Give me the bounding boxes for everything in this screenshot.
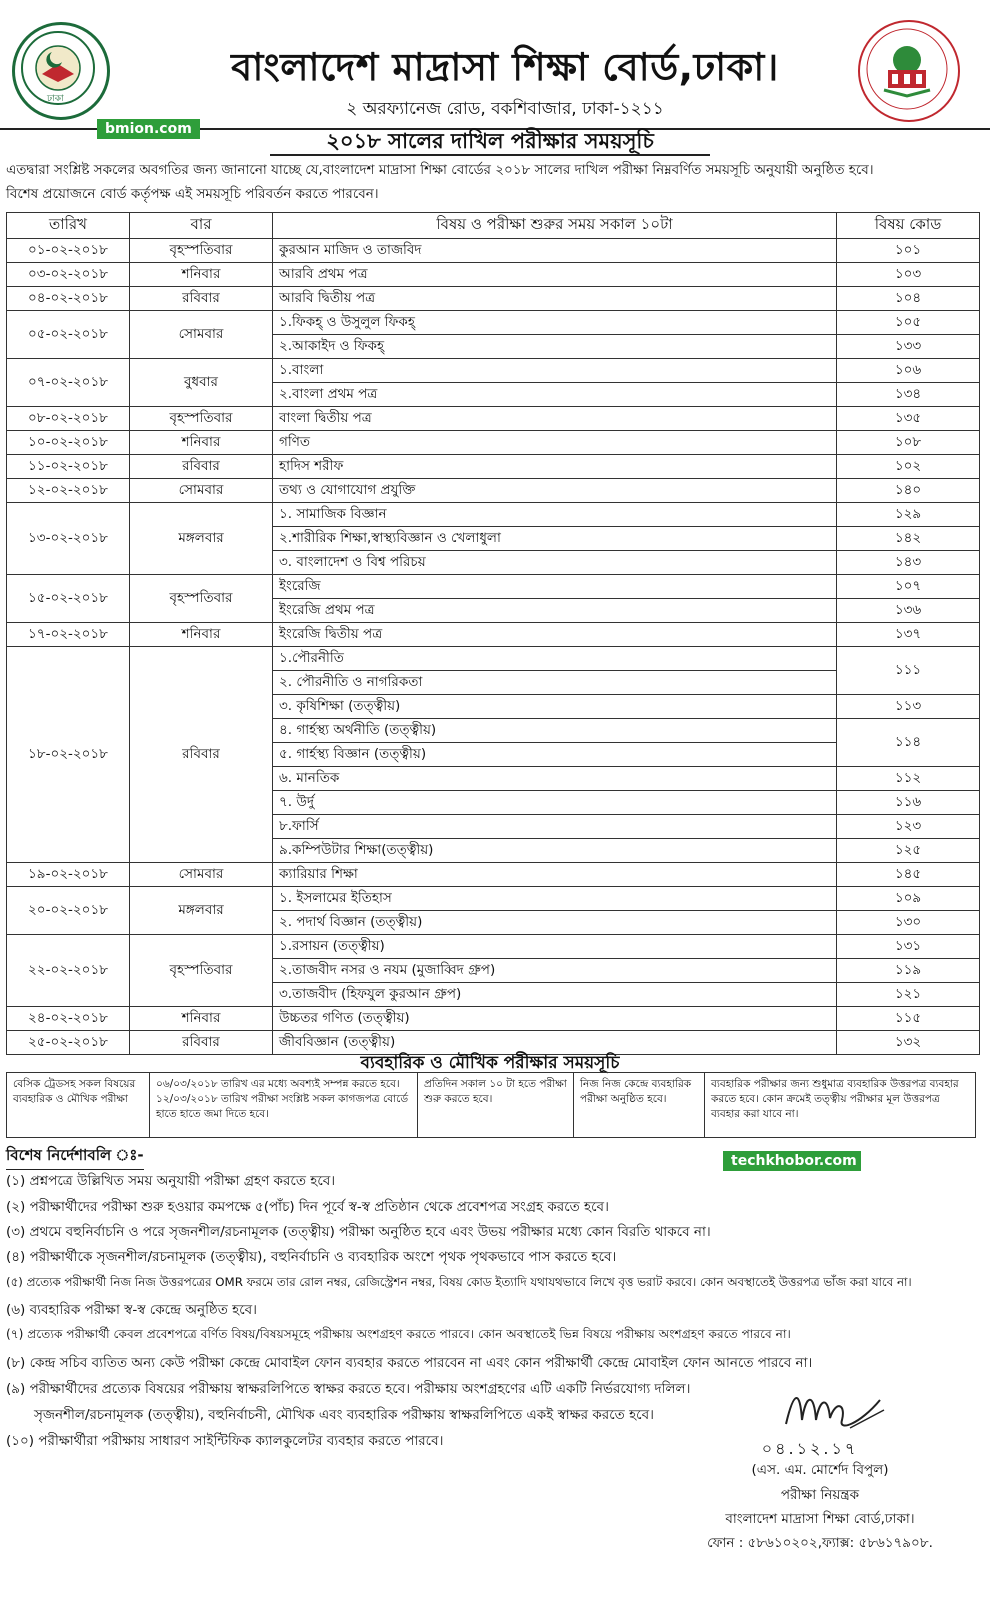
cell-subject: গণিত <box>273 431 837 455</box>
table-row <box>7 431 980 455</box>
cell-code: ১৩১ <box>837 935 980 959</box>
cell-subject: বাংলা দ্বিতীয় পত্র <box>273 407 837 431</box>
practical-cell-1: বেসিক ট্রেডসহ সকল বিষয়ের ব্যবহারিক ও মৌখিক পরীক্ষা <box>7 1073 150 1138</box>
cell-code: ১০৪ <box>837 287 980 311</box>
instruction-4: (৪) পরীক্ষার্থীকে সৃজনশীল/রচনামূলক (তত্ত্বীয়), বহুনির্বাচনি ও ব্যবহারিক অংশে পৃথক পৃথকভাবে পাস করতে হবে। <box>6 1249 617 1265</box>
table-row <box>7 239 980 263</box>
cell-subject: তথ্য ও যোগাযোগ প্রযুক্তি <box>273 479 837 503</box>
cell-date: ১৩-০২-২০১৮ <box>7 503 130 575</box>
cell-subject: ১. সামাজিক বিজ্ঞান <box>273 503 837 527</box>
table-row <box>7 263 980 287</box>
cell-code: ১১৫ <box>837 1007 980 1031</box>
header-code: বিষয় কোড <box>837 213 980 239</box>
table-row <box>7 575 980 599</box>
watermark-techkhobor: techkhobor.com <box>723 1151 861 1171</box>
cell-subject: ২.শারীরিক শিক্ষা,স্বাস্থ্যবিজ্ঞান ও খেলাধুলা <box>273 527 837 551</box>
practical-table <box>6 1072 976 1138</box>
cell-code: ১২৫ <box>837 839 980 863</box>
cell-code: ১০৬ <box>837 359 980 383</box>
instruction-9-cont: সৃজনশীল/রচনামূলক (তত্ত্বীয়), বহুনির্বাচনী, মৌখিক এবং ব্যবহারিক পরীক্ষায় স্বাক্ষরলিপিতে একই স্বাক্ষর করতে হবে। <box>34 1407 654 1423</box>
cell-code: ১৪০ <box>837 479 980 503</box>
cell-code: ১১৩ <box>837 695 980 719</box>
table-row <box>7 479 980 503</box>
table-row <box>7 359 980 383</box>
cell-code: ১০৫ <box>837 311 980 335</box>
table-row <box>7 863 980 887</box>
cell-subject: ৩. কৃষিশিক্ষা (তত্ত্বীয়) <box>273 695 837 719</box>
instruction-5: (৫) প্রত্যেক পরীক্ষার্থী নিজ নিজ উত্তরপত্রের OMR ফরমে তার রোল নম্বর, রেজিস্ট্রেশন নম্বর, বিষয় কোড ইত্যাদি যথাযথভাবে লিখে বৃত্ত ভরাট করবে। কোন অবস্থাতেই উত্তরপত্র ভাঁজ করা যাবে না। <box>6 1275 912 1289</box>
cell-day: রবিবার <box>130 1031 273 1055</box>
cell-subject: ১.রসায়ন (তত্ত্বীয়) <box>273 935 837 959</box>
cell-subject: কুরআন মাজিদ ও তাজবিদ <box>273 239 837 263</box>
cell-day: মঙ্গলবার <box>130 503 273 575</box>
instruction-6: (৬) ব্যবহারিক পরীক্ষা স্ব-স্ব কেন্দ্রে অনুষ্ঠিত হবে। <box>6 1302 258 1318</box>
schedule-body <box>7 239 980 1055</box>
cell-date: ১৮-০২-২০১৮ <box>7 647 130 863</box>
cell-subject: ২.আকাইদ ও ফিকহ্ <box>273 335 837 359</box>
signatory-name: (এস. এম. মোর্শেদ বিপুল) <box>751 1462 889 1478</box>
cell-code: ১৪২ <box>837 527 980 551</box>
cell-date: ১৫-০২-২০১৮ <box>7 575 130 623</box>
cell-subject: জীববিজ্ঞান (তত্ত্বীয়) <box>273 1031 837 1055</box>
cell-day: বৃহস্পতিবার <box>130 407 273 431</box>
cell-date: ১০-০২-২০১৮ <box>7 431 130 455</box>
table-row <box>7 311 980 335</box>
cell-code: ১১৬ <box>837 791 980 815</box>
cell-day: সোমবার <box>130 479 273 503</box>
board-address: ২ অরফ্যানেজ রোড, বকশিবাজার, ঢাকা-১২১১ <box>346 99 664 119</box>
cell-date: ১২-০২-২০১৮ <box>7 479 130 503</box>
practical-title: ব্যবহারিক ও মৌখিক পরীক্ষার সময়সূচি <box>360 1053 620 1073</box>
contact-info: ফোন : ৫৮৬১০২০২,ফ্যাক্স: ৫৮৬১৭৯০৮. <box>707 1535 933 1551</box>
cell-date: ২৪-০২-২০১৮ <box>7 1007 130 1031</box>
cell-code: ১২৩ <box>837 815 980 839</box>
cell-subject: ৬. মানতিক <box>273 767 837 791</box>
table-row <box>7 935 980 959</box>
cell-day: বৃহস্পতিবার <box>130 935 273 1007</box>
exam-schedule-table <box>6 212 980 1055</box>
cell-subject: ৩.তাজবীদ (হিফযুল কুরআন গ্রুপ) <box>273 983 837 1007</box>
cell-day: মঙ্গলবার <box>130 887 273 935</box>
table-header-row <box>7 213 980 239</box>
cell-day: শনিবার <box>130 1007 273 1031</box>
practical-cell-3: প্রতিদিন সকাল ১০ টা হতে পরীক্ষা শুরু করতে হবে। <box>418 1073 574 1138</box>
cell-subject: ২. পৌরনীতি ও নাগরিকতা <box>273 671 837 695</box>
instruction-3: (৩) প্রথমে বহুনির্বাচনি ও পরে সৃজনশীল/রচনামূলক (তত্ত্বীয়) পরীক্ষা অনুষ্ঠিত হবে এবং উভয় পরীক্ষার মধ্যে কোন বিরতি থাকবে না। <box>6 1224 711 1240</box>
signatory-designation: পরীক্ষা নিয়ন্ত্রক <box>780 1487 860 1503</box>
cell-date: ০৮-০২-২০১৮ <box>7 407 130 431</box>
cell-date: ১৯-০২-২০১৮ <box>7 863 130 887</box>
cell-date: ২০-০২-২০১৮ <box>7 887 130 935</box>
cell-code: ১৩৭ <box>837 623 980 647</box>
intro-text <box>6 158 981 206</box>
cell-day: রবিবার <box>130 287 273 311</box>
cell-subject: ৮.ফার্সি <box>273 815 837 839</box>
table-row <box>7 407 980 431</box>
watermark-bmion: bmion.com <box>97 119 200 139</box>
cell-subject: ১. ইসলামের ইতিহাস <box>273 887 837 911</box>
cell-date: ২৫-০২-২০১৮ <box>7 1031 130 1055</box>
cell-subject: ২.তাজবীদ নসর ও নযম (মুজাব্বিদ গ্রুপ) <box>273 959 837 983</box>
cell-subject: ৫. গার্হস্থ্য বিজ্ঞান (তত্ত্বীয়) <box>273 743 837 767</box>
cell-day: শনিবার <box>130 623 273 647</box>
cell-code: ১০৭ <box>837 575 980 599</box>
cell-day: সোমবার <box>130 863 273 887</box>
cell-subject: ১.ফিকহ্ ও উসুলুল ফিকহ্ <box>273 311 837 335</box>
instruction-2: (২) পরীক্ষার্থীদের পরীক্ষা শুরু হওয়ার কমপক্ষে ৫(পাঁচ) দিন পূর্বে স্ব-স্ব প্রতিষ্ঠান থেকে প্রবেশপত্র সংগ্রহ করতে হবে। <box>6 1199 609 1215</box>
table-row <box>7 623 980 647</box>
cell-day: সোমবার <box>130 311 273 359</box>
cell-subject: ক্যারিয়ার শিক্ষা <box>273 863 837 887</box>
cell-code: ১২৯ <box>837 503 980 527</box>
cell-subject: ১.পৌরনীতি <box>273 647 837 671</box>
table-row <box>7 887 980 911</box>
cell-subject: ৪. গার্হস্থ্য অর্থনীতি (তত্ত্বীয়) <box>273 719 837 743</box>
cell-subject: ৯.কম্পিউটার শিক্ষা(তত্ত্বীয়) <box>273 839 837 863</box>
cell-date: ১১-০২-২০১৮ <box>7 455 130 479</box>
header-date: তারিখ <box>7 213 130 239</box>
cell-date: ০৭-০২-২০১৮ <box>7 359 130 407</box>
cell-code: ১০৯ <box>837 887 980 911</box>
signature-mark <box>780 1380 890 1440</box>
cell-code: ১৩৪ <box>837 383 980 407</box>
cell-subject: ৩. বাংলাদেশ ও বিশ্ব পরিচয় <box>273 551 837 575</box>
cell-day: শনিবার <box>130 263 273 287</box>
header-day: বার <box>130 213 273 239</box>
board-title: বাংলাদেশ মাদ্রাসা শিক্ষা বোর্ড,ঢাকা। <box>231 45 779 89</box>
schedule-title: ২০১৮ সালের দাখিল পরীক্ষার সময়সূচি <box>270 128 710 156</box>
cell-code: ১১২ <box>837 767 980 791</box>
board-seal <box>12 22 110 120</box>
seal-text: ঢাকা <box>47 94 64 104</box>
cell-date: ০৩-০২-২০১৮ <box>7 263 130 287</box>
cell-date: ০১-০২-২০১৮ <box>7 239 130 263</box>
cell-code: ১০১ <box>837 239 980 263</box>
cell-subject: আরবি দ্বিতীয় পত্র <box>273 287 837 311</box>
cell-code: ১০৩ <box>837 263 980 287</box>
instruction-1: (১) প্রশ্নপত্রে উল্লিখিত সময় অনুযায়ী পরীক্ষা গ্রহণ করতে হবে। <box>6 1173 336 1189</box>
cell-subject: আরবি প্রথম পত্র <box>273 263 837 287</box>
intro-line-1: এতদ্বারা সংশ্লিষ্ট সকলের অবগতির জন্য জানানো যাচ্ছে যে,বাংলাদেশ মাদ্রাসা শিক্ষা বোর্ডের ২০১৮ সালের দাখিল পরীক্ষা নিম্নবর্ণিত সময়সূচি অনুযায়ী অনুষ্ঠিত হবে। <box>6 162 874 178</box>
table-row <box>7 455 980 479</box>
cell-date: ১৭-০২-২০১৮ <box>7 623 130 647</box>
cell-date: ০৫-০২-২০১৮ <box>7 311 130 359</box>
instructions-title: বিশেষ নির্দেশাবলি ঃ- <box>6 1144 144 1170</box>
mujib-year-logo <box>858 20 960 122</box>
cell-subject: ২. পদার্থ বিজ্ঞান (তত্ত্বীয়) <box>273 911 837 935</box>
header-subject: বিষয় ও পরীক্ষা শুরুর সময় সকাল ১০টা <box>273 213 837 239</box>
cell-subject: ১.বাংলা <box>273 359 837 383</box>
cell-code: ১৩২ <box>837 1031 980 1055</box>
signature-date: ০৪.১২.১৭ <box>761 1439 859 1458</box>
cell-subject: উচ্চতর গণিত (তত্ত্বীয়) <box>273 1007 837 1031</box>
table-row <box>7 1007 980 1031</box>
cell-day: বুধবার <box>130 359 273 407</box>
cell-subject: ইংরেজি <box>273 575 837 599</box>
cell-code: ১৩০ <box>837 911 980 935</box>
instruction-7: (৭) প্রত্যেক পরীক্ষার্থী কেবল প্রবেশপত্রে বর্ণিত বিষয়/বিষয়সমূহে পরীক্ষায় অংশগ্রহণ করতে পারবে। কোন অবস্থাতেই ভিন্ন বিষয়ে পরীক্ষায় অংশগ্রহণ করতে পারবে না। <box>6 1327 791 1341</box>
cell-day: বৃহস্পতিবার <box>130 239 273 263</box>
cell-code: ১১৯ <box>837 959 980 983</box>
cell-date: ০৪-০২-২০১৮ <box>7 287 130 311</box>
practical-cell-2: ০৬/০৩/২০১৮ তারিখ এর মধ্যে অবশ্যই সম্পন্ন করতে হবে। ১২/০৩/২০১৮ তারিখ পরীক্ষা সংশ্লিষ্ট সকল কাগজপত্র বোর্ডে হাতে হাতে জমা দিতে হবে। <box>150 1073 418 1138</box>
table-row <box>7 503 980 527</box>
table-row <box>7 647 980 671</box>
cell-code: ১৪৩ <box>837 551 980 575</box>
practical-row <box>7 1073 976 1138</box>
instruction-8: (৮) কেন্দ্র সচিব ব্যতিত অন্য কেউ পরীক্ষা কেন্দ্রে মোবাইল ফোন ব্যবহার করতে পারবেন না এবং কোন পরীক্ষার্থী কেন্দ্রে মোবাইল ফোন আনতে পারবে না। <box>6 1355 813 1371</box>
cell-code: ১৩৩ <box>837 335 980 359</box>
cell-code: ১৩৬ <box>837 599 980 623</box>
cell-code: ১২১ <box>837 983 980 1007</box>
cell-subject: ৭. উর্দু <box>273 791 837 815</box>
table-row <box>7 287 980 311</box>
cell-subject: ২.বাংলা প্রথম পত্র <box>273 383 837 407</box>
cell-subject: ইংরেজি দ্বিতীয় পত্র <box>273 623 837 647</box>
intro-line-2: বিশেষ প্রয়োজনে বোর্ড কর্তৃপক্ষ এই সময়সূচি পরিবর্তন করতে পারবেন। <box>6 186 379 202</box>
instruction-10: (১০) পরীক্ষার্থীরা পরীক্ষায় সাধারণ সাইন্টিফিক ক্যালকুলেটর ব্যবহার করতে পারবে। <box>6 1433 444 1449</box>
cell-code: ১৩৫ <box>837 407 980 431</box>
practical-cell-4: নিজ নিজ কেন্দ্রে ব্যবহারিক পরীক্ষা অনুষ্ঠিত হবে। <box>574 1073 705 1138</box>
cell-subject: হাদিস শরীফ <box>273 455 837 479</box>
cell-code: ১০২ <box>837 455 980 479</box>
cell-day: রবিবার <box>130 455 273 479</box>
practical-cell-5: ব্যবহারিক পরীক্ষার জন্য শুধুমাত্র ব্যবহারিক উত্তরপত্র ব্যবহার করতে হবে। কোন ক্রমেই তত্ত্বীয় পরীক্ষার মূল উত্তরপত্র ব্যবহার করা যাবে না। <box>705 1073 976 1138</box>
cell-day: রবিবার <box>130 647 273 863</box>
cell-code: ১১১ <box>837 647 980 695</box>
instruction-9: (৯) পরীক্ষার্থীদের প্রত্যেক বিষয়ের পরীক্ষায় স্বাক্ষরলিপিতে স্বাক্ষর করতে হবে। পরীক্ষায় অংশগ্রহণের এটি একটি নির্ভরযোগ্য দলিল। <box>6 1381 691 1397</box>
cell-code: ১১৪ <box>837 719 980 767</box>
signatory-org: বাংলাদেশ মাদ্রাসা শিক্ষা বোর্ড,ঢাকা। <box>725 1511 915 1527</box>
cell-day: শনিবার <box>130 431 273 455</box>
cell-code: ১৪৫ <box>837 863 980 887</box>
cell-day: বৃহস্পতিবার <box>130 575 273 623</box>
cell-code: ১০৮ <box>837 431 980 455</box>
cell-date: ২২-০২-২০১৮ <box>7 935 130 1007</box>
cell-subject: ইংরেজি প্রথম পত্র <box>273 599 837 623</box>
